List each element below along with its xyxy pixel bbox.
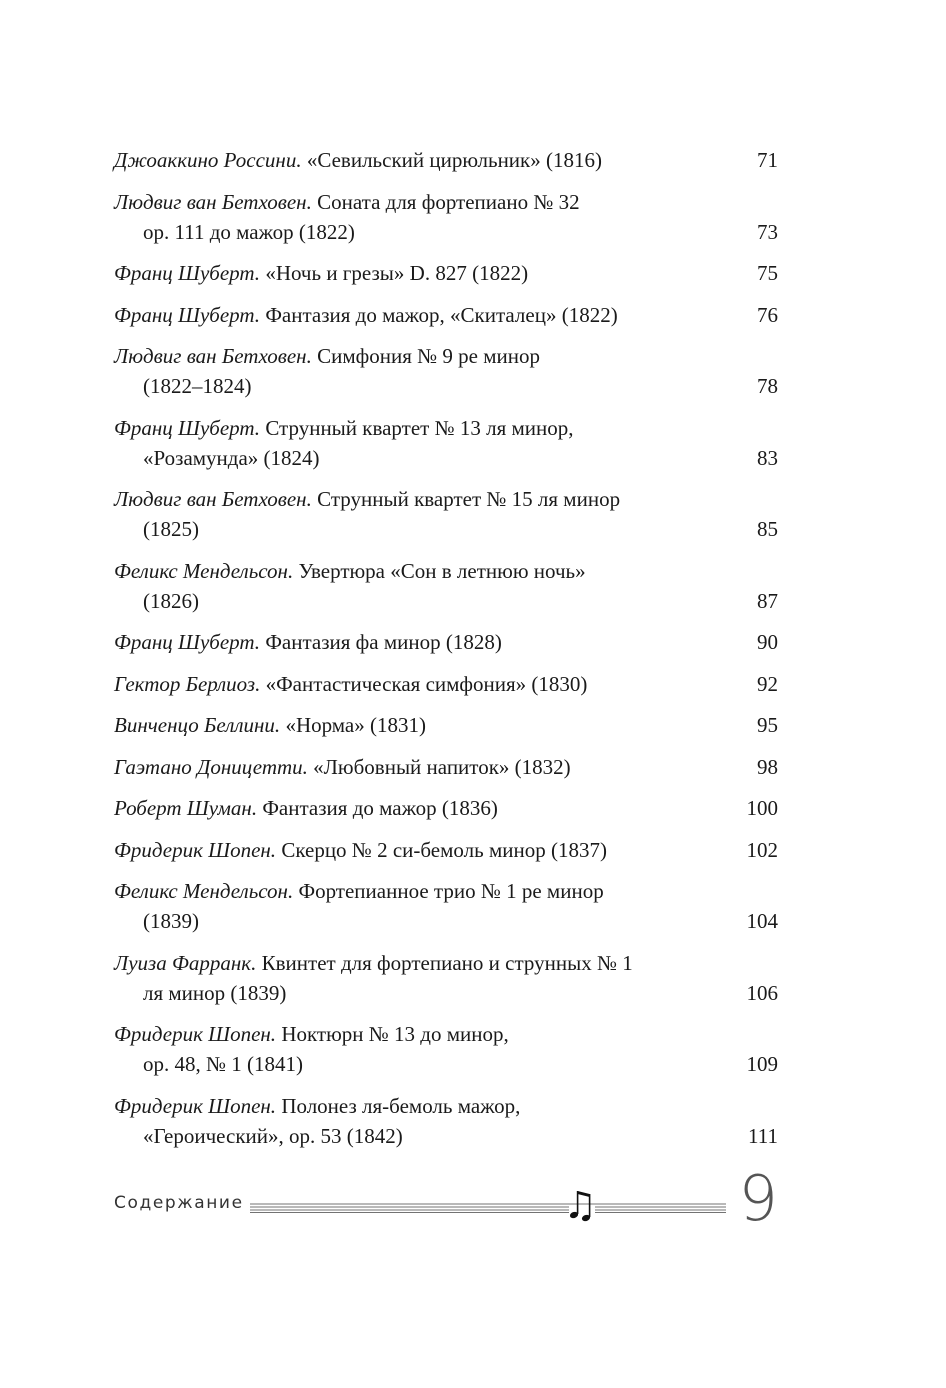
- toc-entry-first-line: [114, 344, 540, 368]
- toc-entry-first-line: [114, 630, 502, 654]
- table-of-contents: [114, 145, 778, 1162]
- toc-entry-title: «Любовный напиток» (1832): [313, 754, 571, 779]
- toc-entry-first-line: [114, 879, 604, 903]
- toc-entry-author: Гектор Берлиоз.: [114, 671, 261, 696]
- toc-entry-author: Фридерик Шопен.: [114, 837, 277, 862]
- toc-entry-title: Фантазия до мажор, «Скиталец» (1822): [265, 302, 618, 327]
- toc-entry-title: Соната для фортепиано № 32: [317, 189, 580, 214]
- toc-entry-page-number: 102: [746, 837, 778, 862]
- toc-entry-author: Джоаккино Россини.: [114, 148, 302, 172]
- toc-entry-title: «Севильский цирюльник» (1816): [306, 148, 602, 172]
- toc-entry-author: Винченцо Беллини.: [114, 713, 281, 737]
- toc-entry: [114, 835, 778, 865]
- toc-entry-author: Франц Шуберт.: [114, 415, 261, 440]
- toc-entry-author: Людвиг ван Бетховен.: [114, 189, 312, 214]
- toc-entry-title: Фортепианное трио № 1 ре минор: [298, 879, 604, 903]
- toc-entry: [114, 145, 778, 175]
- toc-entry-first-line: [114, 755, 571, 779]
- toc-entry: [114, 669, 778, 699]
- toc-entry-title-continuation: ля минор (1839): [143, 980, 287, 1005]
- footer-staff-lines: [250, 1203, 726, 1213]
- toc-entry-page-number: 100: [746, 796, 778, 820]
- toc-entry-title-continuation: (1822–1824): [143, 374, 252, 398]
- toc-entry-title: Скерцо № 2 си-бемоль минор (1837): [281, 837, 607, 862]
- toc-entry-page-number: 85: [757, 517, 778, 541]
- toc-entry: [114, 413, 778, 473]
- toc-entry-title: «Фантастическая симфония» (1830): [265, 671, 588, 696]
- toc-entry-author: Фридерик Шопен.: [114, 1093, 277, 1118]
- toc-entry-author: Людвиг ван Бетховен.: [114, 487, 312, 511]
- toc-entry-title-continuation: ор. 48, № 1 (1841): [143, 1052, 304, 1076]
- toc-entry-title: Ноктюрн № 13 до минор,: [281, 1022, 509, 1046]
- toc-entry-author: Франц Шуберт.: [114, 630, 261, 654]
- toc-entry-author: Франц Шуберт.: [114, 261, 261, 285]
- toc-entry-first-line: [114, 487, 620, 511]
- toc-entry-first-line: [114, 303, 618, 327]
- toc-entry-title-continuation: (1826): [143, 588, 199, 613]
- toc-entry-title: «Ночь и грезы» D. 827 (1822): [265, 261, 529, 285]
- toc-entry-page-number: 87: [757, 588, 778, 613]
- toc-entry-title: Струнный квартет № 13 ля минор,: [265, 415, 574, 440]
- page-number: 9: [738, 1162, 778, 1235]
- toc-entry-first-line: [114, 838, 607, 862]
- toc-entry-first-line: [114, 713, 426, 737]
- toc-entry-title: «Норма» (1831): [285, 713, 426, 737]
- toc-entry-author: Роберт Шуман.: [114, 796, 258, 820]
- toc-entry-page-number: 75: [757, 261, 778, 285]
- toc-entry-first-line: [114, 1022, 509, 1046]
- toc-entry: [114, 187, 778, 247]
- toc-entry-first-line: [114, 796, 498, 820]
- toc-entry-page-number: 71: [757, 148, 778, 172]
- toc-entry: [114, 710, 778, 740]
- toc-entry-title-continuation: ор. 111 до мажор (1822): [143, 219, 355, 244]
- toc-entry-author: Людвиг ван Бетховен.: [114, 344, 312, 368]
- toc-entry-page-number: 76: [757, 302, 778, 327]
- toc-entry-page-number: 83: [757, 445, 778, 470]
- toc-entry-title: Увертюра «Сон в летнюю ночь»: [298, 558, 586, 583]
- toc-entry-title-continuation: (1839): [143, 909, 199, 933]
- toc-entry: [114, 300, 778, 330]
- toc-entry-page-number: 104: [746, 909, 778, 933]
- toc-entry: [114, 556, 778, 616]
- toc-entry: [114, 793, 778, 823]
- toc-entry-page-number: 106: [746, 980, 778, 1005]
- toc-entry-author: Франц Шуберт.: [114, 302, 261, 327]
- toc-entry-first-line: [114, 559, 586, 583]
- page-footer: [114, 1162, 778, 1235]
- toc-entry-author: Феликс Мендельсон.: [114, 558, 294, 583]
- toc-entry-title: Фантазия до мажор (1836): [262, 796, 498, 820]
- toc-entry: [114, 341, 778, 401]
- toc-entry-first-line: [114, 951, 633, 975]
- toc-entry-title-continuation: «Розамунда» (1824): [143, 445, 320, 470]
- toc-entry-first-line: [114, 1094, 520, 1118]
- toc-entry-author: Феликс Мендельсон.: [114, 879, 294, 903]
- toc-entry-title: Фантазия фа минор (1828): [265, 630, 502, 654]
- toc-entry-first-line: [114, 261, 528, 285]
- toc-entry-title-continuation: (1825): [143, 517, 199, 541]
- toc-entry-page-number: 73: [757, 219, 778, 244]
- toc-entry-page-number: 98: [757, 754, 778, 779]
- toc-entry-title-continuation: «Героический», ор. 53 (1842): [143, 1123, 403, 1148]
- toc-entry-page-number: 95: [757, 713, 778, 737]
- toc-entry: [114, 484, 778, 544]
- toc-entry: [114, 627, 778, 657]
- toc-entry-page-number: 78: [757, 374, 778, 398]
- toc-entry-author: Фридерик Шопен.: [114, 1022, 277, 1046]
- toc-entry: [114, 1091, 778, 1151]
- toc-entry: [114, 876, 778, 936]
- toc-entry-author: Гаэтано Доницетти.: [114, 754, 308, 779]
- toc-entry-first-line: [114, 416, 574, 440]
- toc-entry: [114, 258, 778, 288]
- toc-entry-author: Луиза Фарранк.: [114, 950, 257, 975]
- toc-entry-page-number: 92: [757, 671, 778, 696]
- toc-entry: [114, 1019, 778, 1079]
- toc-entry-first-line: [114, 190, 580, 214]
- running-section-title: Содержание: [114, 1193, 244, 1213]
- toc-entry-title: Квинтет для фортепиано и струнных № 1: [261, 950, 633, 975]
- toc-entry-page-number: 109: [746, 1052, 778, 1076]
- toc-entry-first-line: [114, 672, 587, 696]
- toc-entry-page-number: 90: [757, 630, 778, 654]
- toc-entry-first-line: [114, 148, 602, 172]
- toc-entry-title: Симфония № 9 ре минор: [317, 344, 541, 368]
- toc-entry-title: Полонез ля-бемоль мажор,: [281, 1093, 521, 1118]
- toc-entry: [114, 752, 778, 782]
- toc-entry: [114, 948, 778, 1008]
- toc-entry-title: Струнный квартет № 15 ля минор: [317, 487, 621, 511]
- eighth-notes-icon: [569, 1188, 595, 1222]
- toc-entry-page-number: 111: [748, 1123, 778, 1148]
